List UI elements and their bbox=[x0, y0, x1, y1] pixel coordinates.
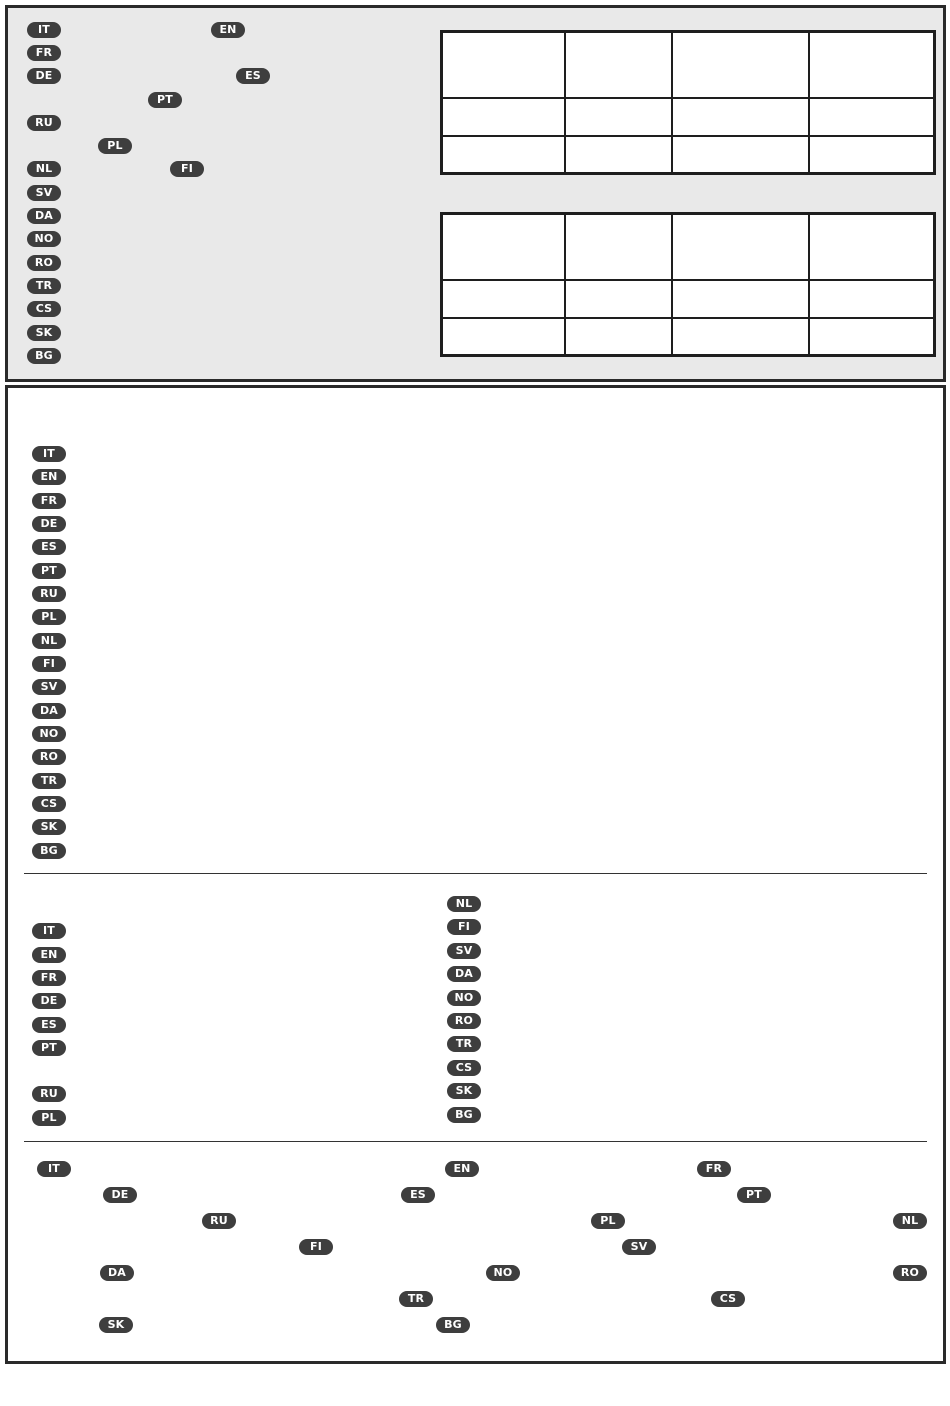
table-cell bbox=[442, 32, 566, 98]
section-divider bbox=[24, 873, 927, 874]
language-badge-pt: PT bbox=[32, 1040, 66, 1056]
table-cell bbox=[565, 280, 672, 318]
language-badge-bg: BG bbox=[436, 1317, 470, 1333]
table-cell bbox=[809, 136, 935, 174]
specification-table-1 bbox=[440, 30, 936, 175]
table-cell bbox=[442, 280, 566, 318]
language-badge-no: NO bbox=[32, 726, 66, 742]
language-badge-sv: SV bbox=[447, 943, 481, 959]
table-cell bbox=[442, 214, 566, 280]
language-badge-da: DA bbox=[100, 1265, 134, 1281]
table-cell bbox=[442, 98, 566, 136]
language-badge-fr: FR bbox=[32, 970, 66, 986]
language-badge-es: ES bbox=[236, 68, 270, 84]
table-cell bbox=[565, 98, 672, 136]
table-cell bbox=[672, 98, 809, 136]
language-badge-pl: PL bbox=[32, 1110, 66, 1126]
language-badge-ro: RO bbox=[32, 749, 66, 765]
language-badge-da: DA bbox=[447, 966, 481, 982]
language-badge-no: NO bbox=[447, 990, 481, 1006]
language-badge-it: IT bbox=[32, 923, 66, 939]
language-badge-ru: RU bbox=[202, 1213, 236, 1229]
language-badge-de: DE bbox=[103, 1187, 137, 1203]
table-cell bbox=[809, 280, 935, 318]
language-badge-it: IT bbox=[32, 446, 66, 462]
language-badge-de: DE bbox=[32, 993, 66, 1009]
language-badge-nl: NL bbox=[893, 1213, 927, 1229]
language-badge-en: EN bbox=[445, 1161, 479, 1177]
language-badge-no: NO bbox=[27, 231, 61, 247]
language-badge-sv: SV bbox=[27, 185, 61, 201]
language-badge-fi: FI bbox=[299, 1239, 333, 1255]
language-badge-ru: RU bbox=[32, 586, 66, 602]
table-cell bbox=[672, 214, 809, 280]
language-badge-ru: RU bbox=[27, 115, 61, 131]
table-cell bbox=[672, 32, 809, 98]
table-cell bbox=[565, 214, 672, 280]
language-badge-it: IT bbox=[37, 1161, 71, 1177]
language-badge-fi: FI bbox=[447, 919, 481, 935]
language-badge-en: EN bbox=[32, 947, 66, 963]
language-badge-pl: PL bbox=[32, 609, 66, 625]
table-cell bbox=[442, 318, 566, 356]
language-badge-tr: TR bbox=[32, 773, 66, 789]
language-badge-nl: NL bbox=[447, 896, 481, 912]
language-badge-pt: PT bbox=[737, 1187, 771, 1203]
table-cell bbox=[565, 32, 672, 98]
language-badge-sk: SK bbox=[32, 819, 66, 835]
table-cell bbox=[672, 318, 809, 356]
table-cell bbox=[809, 318, 935, 356]
language-badge-fr: FR bbox=[27, 45, 61, 61]
language-badge-pt: PT bbox=[148, 92, 182, 108]
language-badge-bg: BG bbox=[27, 348, 61, 364]
language-badge-es: ES bbox=[32, 539, 66, 555]
table-cell bbox=[565, 136, 672, 174]
specification-table-2 bbox=[440, 212, 936, 357]
language-badge-cs: CS bbox=[447, 1060, 481, 1076]
language-badge-sv: SV bbox=[622, 1239, 656, 1255]
language-badge-pl: PL bbox=[98, 138, 132, 154]
language-badge-tr: TR bbox=[27, 278, 61, 294]
language-badge-ru: RU bbox=[32, 1086, 66, 1102]
language-badge-pl: PL bbox=[591, 1213, 625, 1229]
table-cell bbox=[672, 280, 809, 318]
language-badge-pt: PT bbox=[32, 563, 66, 579]
language-badge-sk: SK bbox=[447, 1083, 481, 1099]
language-badge-tr: TR bbox=[399, 1291, 433, 1307]
language-badge-sk: SK bbox=[99, 1317, 133, 1333]
language-badge-en: EN bbox=[32, 469, 66, 485]
language-badge-en: EN bbox=[211, 22, 245, 38]
section-divider bbox=[24, 1141, 927, 1142]
table-cell bbox=[809, 98, 935, 136]
language-badge-es: ES bbox=[401, 1187, 435, 1203]
language-badge-nl: NL bbox=[32, 633, 66, 649]
table-cell bbox=[809, 214, 935, 280]
language-badge-cs: CS bbox=[32, 796, 66, 812]
language-badge-es: ES bbox=[32, 1017, 66, 1033]
language-badge-sk: SK bbox=[27, 325, 61, 341]
table-cell bbox=[442, 136, 566, 174]
language-badge-bg: BG bbox=[32, 843, 66, 859]
language-badge-da: DA bbox=[27, 208, 61, 224]
language-badge-sv: SV bbox=[32, 679, 66, 695]
language-badge-it: IT bbox=[27, 22, 61, 38]
table-cell bbox=[809, 32, 935, 98]
language-badge-fr: FR bbox=[32, 493, 66, 509]
language-badge-cs: CS bbox=[27, 301, 61, 317]
language-badge-da: DA bbox=[32, 703, 66, 719]
language-badge-de: DE bbox=[27, 68, 61, 84]
language-badge-fi: FI bbox=[170, 161, 204, 177]
multilingual-text-panel bbox=[5, 385, 946, 1364]
language-badge-de: DE bbox=[32, 516, 66, 532]
language-badge-fi: FI bbox=[32, 656, 66, 672]
language-badge-fr: FR bbox=[697, 1161, 731, 1177]
table-cell bbox=[565, 318, 672, 356]
language-badge-nl: NL bbox=[27, 161, 61, 177]
language-badge-bg: BG bbox=[447, 1107, 481, 1123]
language-badge-ro: RO bbox=[447, 1013, 481, 1029]
language-badge-ro: RO bbox=[27, 255, 61, 271]
language-badge-cs: CS bbox=[711, 1291, 745, 1307]
language-badge-tr: TR bbox=[447, 1036, 481, 1052]
language-badge-ro: RO bbox=[893, 1265, 927, 1281]
language-badge-no: NO bbox=[486, 1265, 520, 1281]
table-cell bbox=[672, 136, 809, 174]
